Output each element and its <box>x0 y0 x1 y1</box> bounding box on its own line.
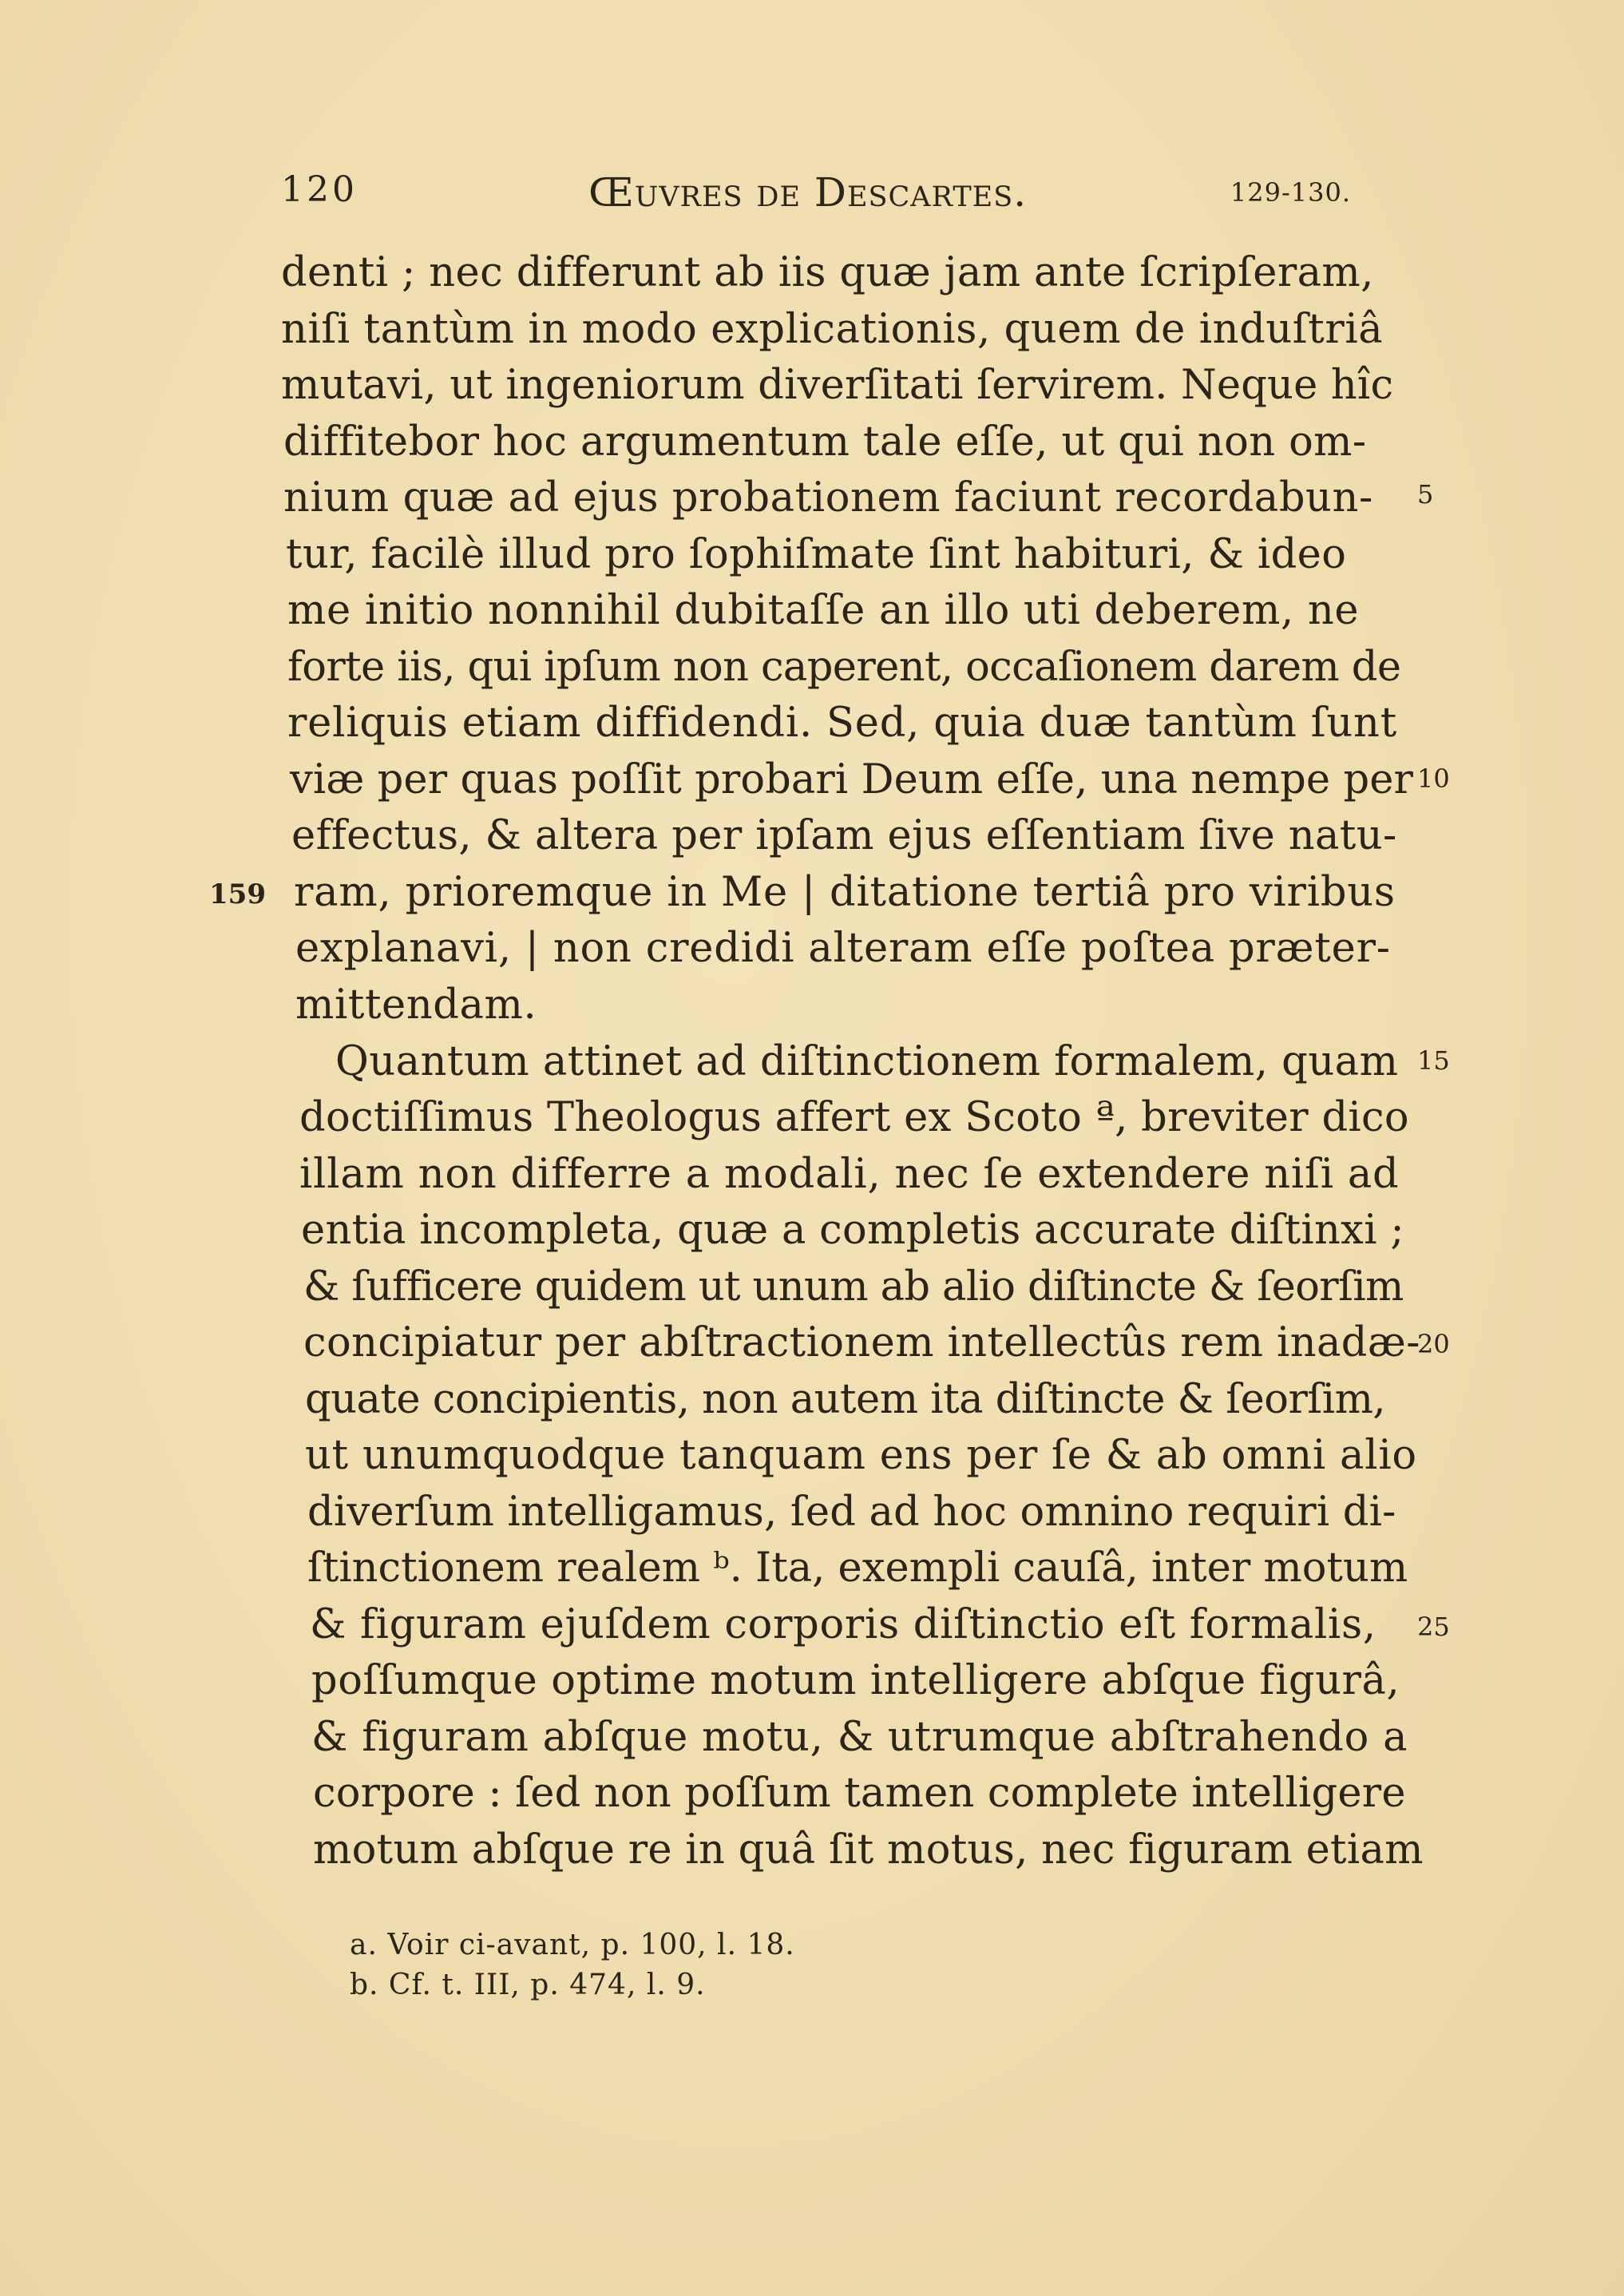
text-line: & figuram abſque motu, & utrumque abſtrahendo a <box>311 1714 1408 1761</box>
text-line: forte iis, qui ipſum non caperent, occaſionem darem de <box>287 644 1401 691</box>
text-line: me initio nonnihil dubitaſſe an illo uti deberem, ne <box>287 587 1360 634</box>
text-line: Quantum attinet ad diſtinctionem formalem, quam <box>335 1038 1399 1085</box>
text-line: diverſum intelligamus, ſed ad hoc omnino requiri di- <box>307 1489 1396 1536</box>
text-line: mutavi, ut ingeniorum diverſitati ſervirem. Neque hîc <box>281 362 1394 409</box>
text-line: denti ; nec differunt ab iis quæ jam ante ſcripſeram, <box>281 249 1374 296</box>
page-number: 120 <box>281 169 358 210</box>
running-header <box>281 169 1359 217</box>
text-line: poſſumque optime motum intelligere abſque figurâ, <box>311 1657 1400 1704</box>
text-line: concipiatur per abſtractionem intellectûs rem inadæ- <box>303 1319 1420 1366</box>
line-number: 15 <box>1417 1045 1450 1076</box>
line-number: 5 <box>1417 479 1434 510</box>
text-line: effectus, & altera per ipſam ejus eſſentiam ſive natu- <box>291 812 1397 859</box>
page-range: 129-130. <box>1230 177 1351 208</box>
line-number: 10 <box>1417 763 1450 794</box>
text-line: niſi tantùm in modo explicationis, quem de induſtriâ <box>281 306 1384 353</box>
text-line: doctiſſimus Theologus affert ex Scoto ª, breviter dico <box>299 1094 1409 1141</box>
running-title: Œuvres de Descartes. <box>588 169 1028 216</box>
text-line: nium quæ ad ejus probationem faciunt recordabun- <box>283 474 1373 521</box>
text-line: corpore : ſed non poſſum tamen complete intelligere <box>313 1770 1406 1817</box>
footnote: a. Voir ci-avant, p. 100, l. 18. <box>350 1929 795 1961</box>
text-line: quate concipientis, non autem ita diſtincte & ſeorſim, <box>305 1376 1386 1423</box>
text-line: viæ per quas poſſit probari Deum eſſe, una nempe per <box>290 756 1413 803</box>
text-line: ſtinctionem realem ᵇ. Ita, exempli cauſâ, inter motum <box>307 1545 1408 1592</box>
text-line: entia incompleta, quæ a completis accurate diſtinxi ; <box>301 1207 1404 1254</box>
text-line: motum abſque re in quâ ſit motus, nec figuram etiam <box>313 1826 1424 1874</box>
text-line: ut unumquodque tanquam ens per ſe & ab omni alio <box>305 1432 1417 1479</box>
text-line: illam non differre a modali, nec ſe extendere niſi ad <box>299 1151 1400 1198</box>
text-line: & ſufficere quidem ut unum ab alio diſtincte & ſeorſim <box>303 1263 1404 1311</box>
text-line: explanavi, | non credidi alteram eſſe poſtea præter- <box>295 925 1391 972</box>
margin-page-reference: 159 <box>209 878 266 910</box>
text-line: & figuram ejuſdem corporis diſtinctio eſt formalis, <box>310 1601 1376 1648</box>
text-line: tur, facilè illud pro ſophiſmate ſint habituri, & ideo <box>286 531 1347 578</box>
line-number: 25 <box>1417 1612 1450 1642</box>
text-line: ram, prioremque in Me | ditatione tertiâ pro viribus <box>294 869 1396 916</box>
text-line: reliquis etiam diffidendi. Sed, quia duæ tantùm ſunt <box>287 700 1397 747</box>
line-number: 20 <box>1417 1329 1450 1359</box>
text-line: diffitebor hoc argumentum tale eſſe, ut qui non om- <box>283 418 1367 466</box>
text-line: mittendam. <box>295 981 537 1029</box>
footnote: b. Cf. t. III, p. 474, l. 9. <box>350 1969 706 2001</box>
